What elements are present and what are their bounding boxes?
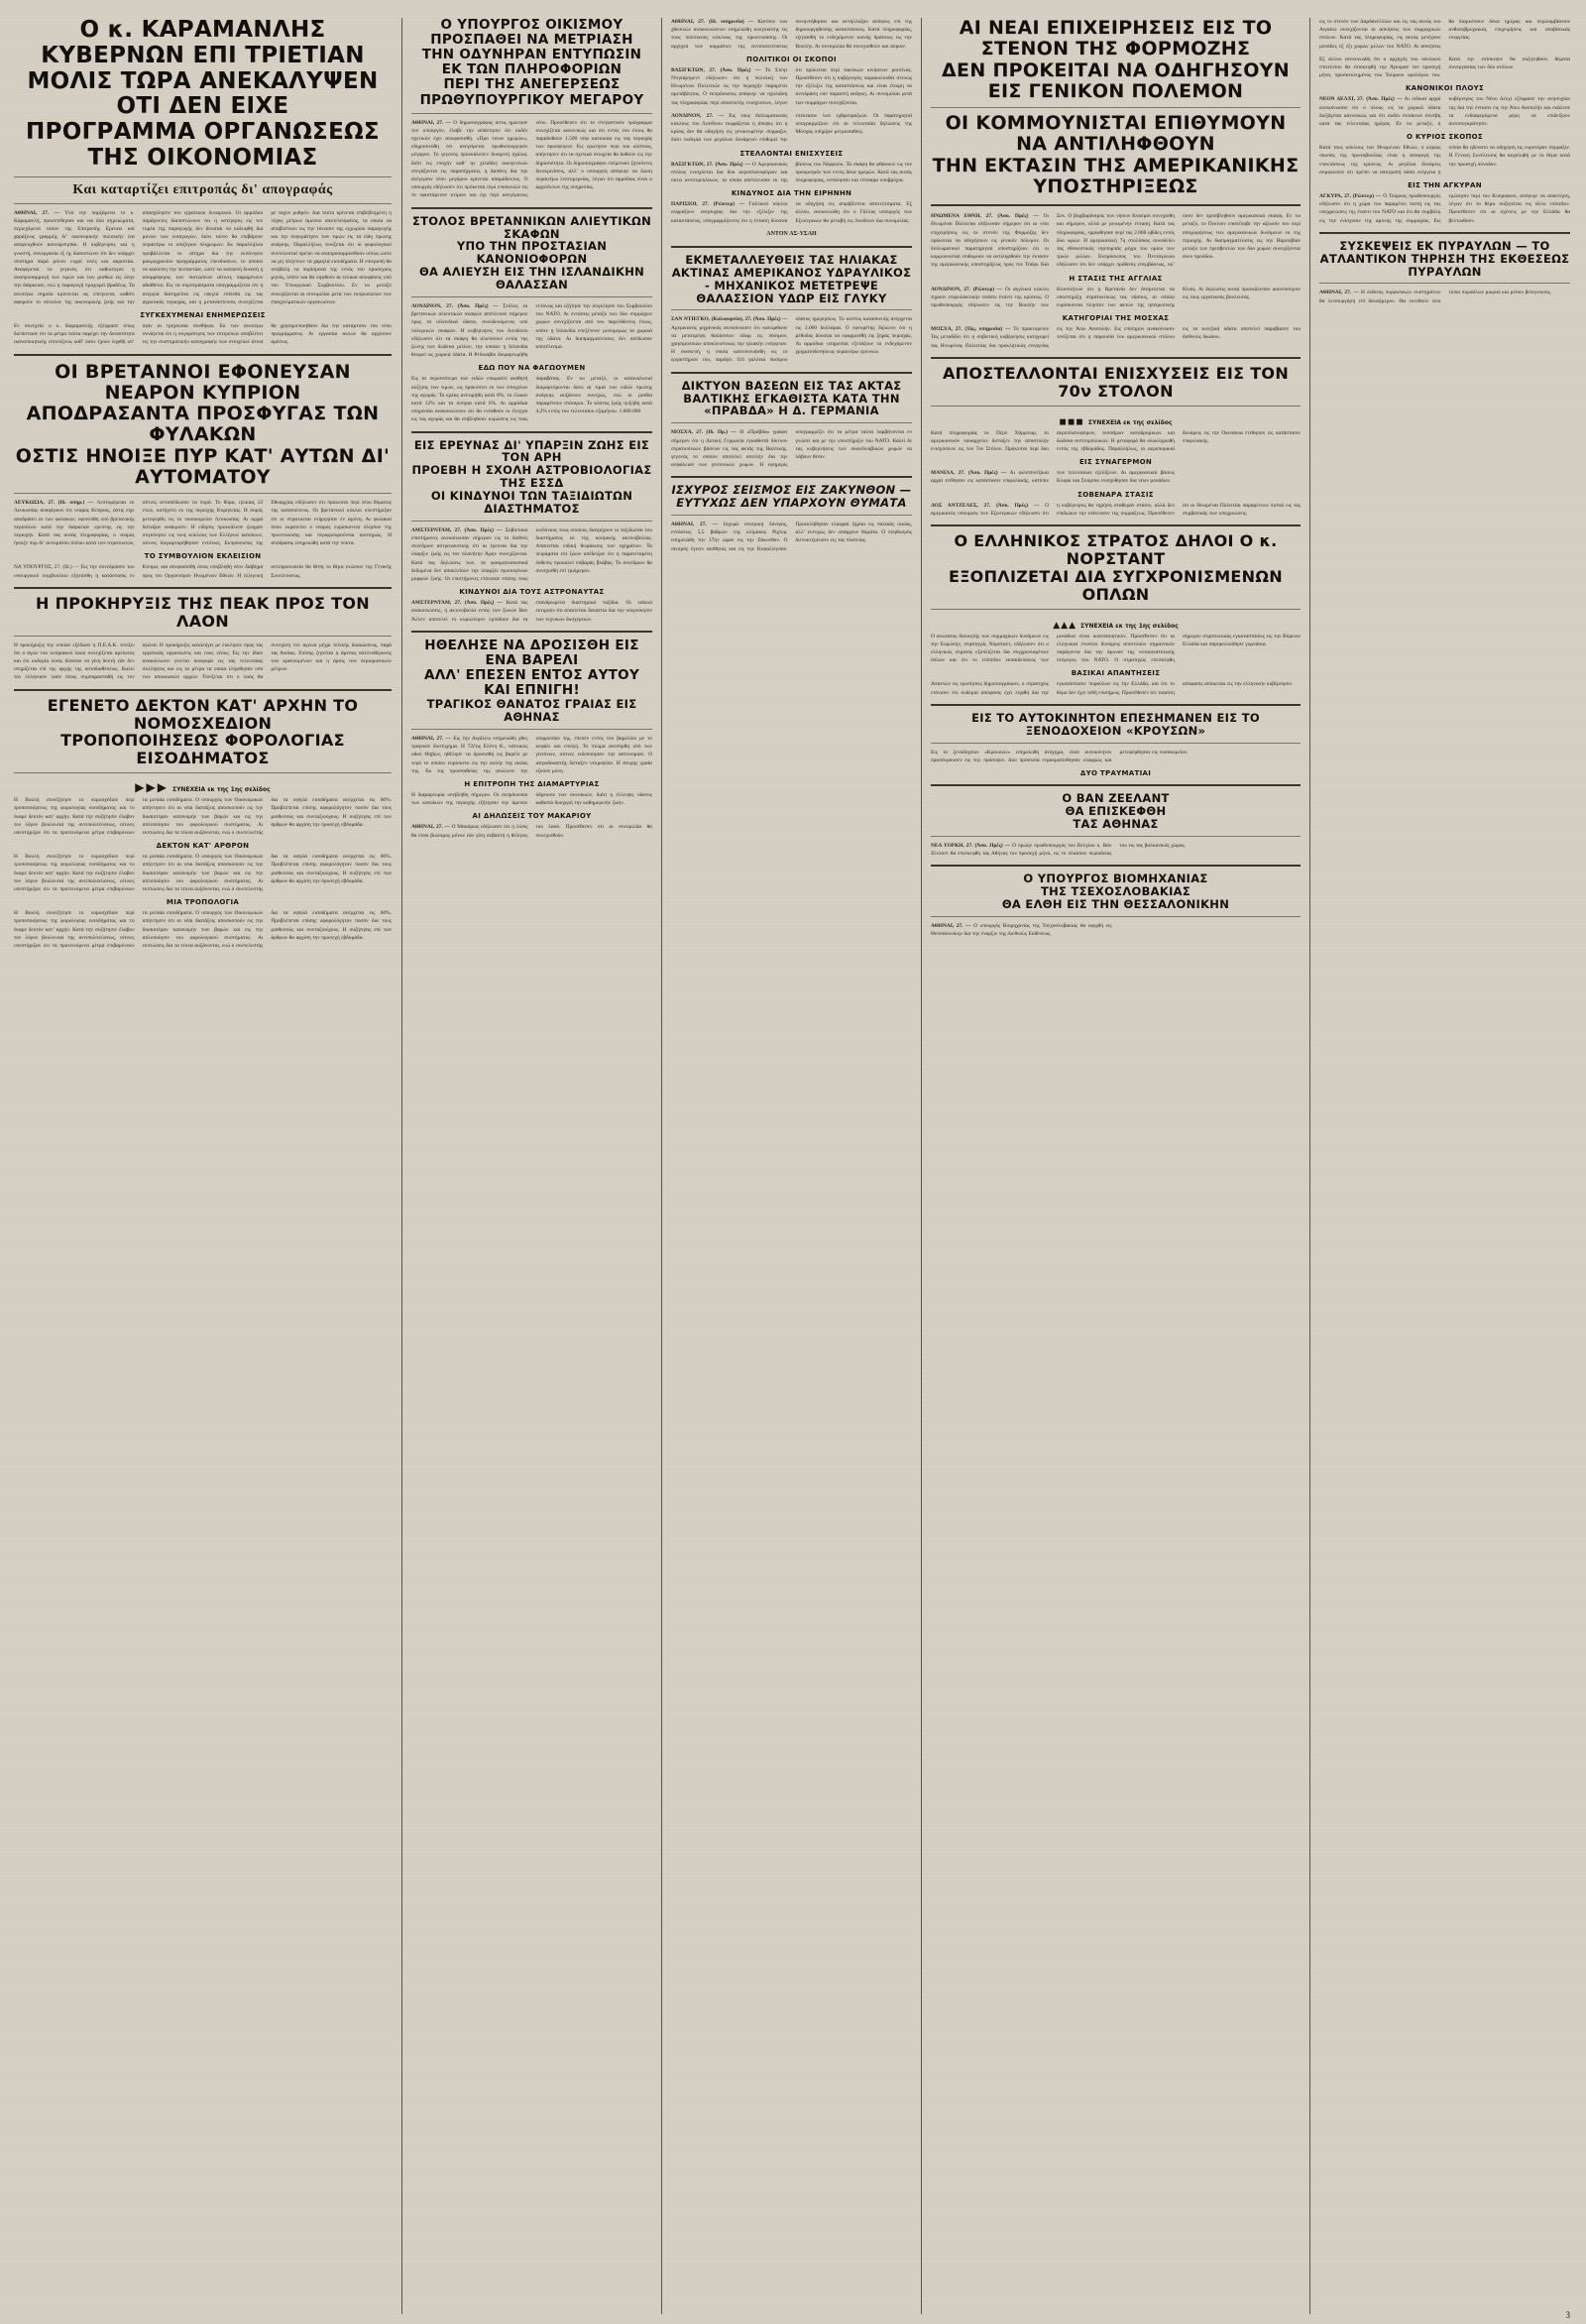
article-body-trawlers [411, 302, 652, 359]
article-body-ankara: ΑΓΚΥΡΑ, 27. (Ρώυτερ) — Ο Τούρκος πρωθυπουργός εδήλωσεν ότι η χώρα του παραμένει πιστή εις τας υποχρεώσεις της έναντι του ΝΑΤΟ και ότι θα συμβάλη εις την ενίσχυσιν της αμύνης της συμμαχίας. Εις ερώτησιν περί του Κυπριακού, απέφυγε να απαντήση, λέγων ότι το θέμα συζητείται εις άλλο επίπεδον. Προσέθεσεν ότι αι σχέσεις με την Ελλάδα θα βελτιωθούν. [1319, 193, 1570, 224]
article-body-formosa [931, 212, 1301, 269]
article-body-earthquake: ΑΘΗΝΑΙ, 27. — Ισχυρά σεισμική δόνησις, εντάσεως 5,5 βαθμών της κλίμακος Ρίχτερ, εσημειώθη την 17ην ώραν εις την Ζάκυνθον. Ο σεισμός έγινεν αισθητός και εις την Κεφαλληνίαν. Προεκλήθησαν ελαφραί ζημίαι εις παλαιάς οικίας, αλλ’ ευτυχώς δεν υπάρχουν θύματα. Ο πληθυσμός διενυκτέρευσεν εις τας πλατείας. [671, 522, 912, 552]
article-body-peak: Η προκήρυξις την οποίαν εξέδωσε η Π.Ε.Α.Κ. τονίζει ότι ο αγών του κυπριακού λαού συνεχίζεται αμείωτος και ότι ουδεμία λύσις δύναται να γίνη δεκτή εάν δεν στηρίζεται επί της αρχής της αυτοδιαθέσεως. Καλεί τον ελληνικόν λαόν όπως συμπαρασταθή εις τον αγώνα. Η προκήρυξις καταλήγει με έκκλησιν προς τας εργατικάς οργανώσεις και τους νέους. Εις την ίδιαν ανακοίνωσιν γίνεται αναφορά εις τας τελευταίας συλλήψεις και εις τα μέτρα τα οποία ελήφθησαν υπό των αποικιακών αρχών. Τονίζεται ότι ο λαός θα συνεχίση τον αγώνα μέχρι τελικής δικαιώσεως, παρά τας θυσίας. Επίσης ζητείται η άμεσος απελευθέρωσις των κρατουμένων και η άρσις των περιοριστικών μέτρων. [14, 641, 392, 681]
column-5 [1310, 18, 1570, 2314]
headline-formosa-strait: ΑΙ ΝΕΑΙ ΕΠΙΧΕΙΡΗΣΕΙΣ ΕΙΣ ΤΟ ΣΤΕΝΟΝ ΤΗΣ ΦΟΡΜΟΖΗΣ ΔΕΝ ΠΡΟΚΕΙΤΑΙ ΝΑ ΟΔΗΓΗΣΟΥΝ ΕΙΣ ΓΕΝΙΚΟΝ ΠΟΛΕΜΟΝ [942, 17, 1290, 102]
headline-missile-exhibition: ΣΥΣΚΕΨΕΙΣ ΕΚ ΠΥΡΑΥΛΩΝ — ΤΟ ΑΤΛΑΝΤΙΚΟΝ ΤΗΡΗΣΗ ΤΗΣ ΕΚΘΕΣΕΩΣ ΠΥΡΑΥΛΩΝ [1319, 238, 1570, 279]
article-body-karamanlis [14, 209, 392, 306]
article-body-drowning: ΑΘΗΝΑΙ, 27. — Εις την Αιγάλεω εσημειώθη χθες τραγικόν δυστύχημα. Η 72έτις Ελένη Κ., κάτοικος οδού Θηβών, ηθέλησε να δροσισθή εις βαρέλι με νερό το οποίον ευρίσκετο εις την αυλήν της οικίας της. Εκ της προσπαθείας της απώλεσε την ισορροπίαν της, έπεσεν εντός του βαρελίου με το κεφάλι και επνίγη. Το πτώμα ανεσύρθη υπό των γειτόνων, οίτινες ειδοποίησαν την αστυνομίαν. Ο ιατροδικαστής διέταξεν νεκροψίαν. Η άτυχης γραία εζούσε μόνη. [411, 736, 652, 774]
article-body-astronauts: ΑΜΣΤΕΡΝΤΑΜ, 27. (Άσο. Πρές) — Κατά τας ανακοινώσεις, η ακτινοβολία εντός των ζωνών Βαν Άλλεν αποτελεί το κυριώτερον εμπόδιον δια τα επανδρωμένα διαστημικά ταξίδια. Οι ειδικοί εκτιμούν ότι απαιτείται δεκαετία δια την υπερνίκησιν των τεχνικών δυσχερειών. [411, 600, 652, 623]
continuation-label: ΣΥΝΕΧΕΙΑ εκ της 1ης σελίδος [1080, 622, 1179, 630]
headline-norstad-greek-army: Ο ΕΛΛΗΝΙΚΟΣ ΣΤΡΑΤΟΣ ΔΗΛΟΙ Ο κ. ΝΟΡΣΤΑΝΤ ΕΞΟΠΛΙΖΕΤΑΙ ΔΙΑ ΣΥΓΧΡΟΝΙΣΜΕΝΩΝ ΟΠΛΩΝ [949, 531, 1283, 604]
subhead-where-to-eat: ΕΔΩ ΠΟΥ ΝΑ ΦΑΓΩΟΥΜΕΝ [478, 364, 586, 373]
subhead-main-purpose: Ο ΚΥΡΙΟΣ ΣΚΟΠΟΣ [1406, 133, 1484, 142]
article-text: Οι Ηνωμέναι Πολιτείαι εδήλωσαν σήμερον ότι αι νέαι επιχειρήσεις εις το στενόν της Φορμόζης δεν πρόκειται να οδηγήσουν εις γενικόν πόλεμον. Οι διπλωματικοί παρατηρηταί υποστηρίζουν ότι οι κομμουνισταί επιθυμούν να αντιληφθούν την έκτασιν της αμερικανικής υποστηρίξεως προς τον Τσάγκ Κάι Σεκ. Ο βομβαρδισμός των νήσων Κουεμόι συνεχίσθη και σήμερον, αλλά με μειωμένην ένταση. Κατά τας πληροφορίας, ερρίφθησαν περί τας 2.000 οβίδες εντός δύο ωρών. Η αμερικανική 7η στολίσκος συνοδεύει τας εθνικιστικάς νηοπομπάς μέχρι του ορίου των τριών μιλίων. Εκπρόσωπος του Πενταγώνου εδήλωσεν ότι δεν υπάρχει πρόθεσις επεμβάσεως, εφ’ όσον δεν προσβληθούν αμερικανικά σκάφη. Εν τω μεταξύ, το Πεκίνον επανέλαβε την αξίωσίν του περί αποχωρήσεως των αμερικανικών δυνάμεων εκ της περιοχής. Αι διαπραγματεύσεις εις την Βαρσοβίαν μεταξύ των πρεσβευτών των δύο χωρών συνεχίζονται άνευ προόδου. [931, 213, 1301, 269]
headline-mars-research: ΕΙΣ ΕΡΕΥΝΑΣ ΔΙ' ΥΠΑΡΞΙΝ ΖΩΗΣ ΕΙΣ ΤΟΝ ΑΡΗ ΠΡΟΕΒΗ Η ΣΧΟΛΗ ΑΣΤΡΟΒΙΟΛΟΓΙΑΣ ΤΗΣ ΕΣΣΔ ΟΙ ΚΙΝΔΥΝΟΙ ΤΩΝ ΤΑΞΙΔΙΩΤΩΝ ΔΙΑΣΤΗΜΑΤΟΣ [411, 437, 652, 516]
subhead-britain-stance: Η ΣΤΑΣΙΣ ΤΗΣ ΑΓΓΛΙΑΣ [1069, 274, 1163, 283]
subhead-in-ankara: ΕΙΣ ΤΗΝ ΑΓΚΥΡΑΝ [1408, 181, 1482, 190]
article-body-manila: ΜΑΝΙΛΑ, 27. (Άσο. Πρές) — Αι φιλιππινέζικαι αρχαί ετέθησαν εις κατάστασιν επιφυλακής, κατόπιν των τελευταίων εξελίξεων. Αι αμερικανικαί βάσεις Κλαρκ και Σούμπικ ενισχύθησαν δια νέων μονάδων. [931, 470, 1175, 485]
subhead-basic-answers: ΒΑΣΙΚΑΙ ΑΠΑΝΤΗΣΕΙΣ [1071, 669, 1161, 678]
headline-hotel-accident: ΕΙΣ ΤΟ ΑΥΤΟΚΙΝΗΤΟΝ ΕΠΕΣΗΜΑΝΕΝ ΕΙΣ ΤΟ ΞΕΝΟΔΟΧΕΙΟΝ «ΚΡΟΥΣΩΝ» [971, 710, 1260, 738]
article-body-karamanlis-2: Εν συνεχεία ο κ. Καραμανλής εξέφρασε όπως διεπίστωσε ότι τα μέτρα ταύτα παρέχει την δυνατότητα ικανοποιητικής επιτεύξεως καθ’ όσον έχουν ληφθή υπ’ όψιν αι τρέχουσαι συνθήκαι. Εκ των ανωτέρω συνάγεται ότι η συγκρότησις των επιτροπών αποβλέπει εις την συστηματικήν καταγραφήν των στοιχείων άτινα θα χρησιμοποιηθούν δια την κατάρτισιν του νέου προγράμματος. Αι εργασίαι αυτών θα αρχίσουν αμέσως. [14, 322, 392, 346]
subhead-by-article: ΔΕΚΤΟΝ ΚΑΤ' ΑΡΘΡΟΝ [156, 842, 250, 851]
article-body-norstad: Ο ανώτατος διοικητής των συμμαχικών δυνάμεων εις την Ευρώπην, στρατηγός Νόρσταντ, εδήλωσεν ότι ο ελληνικός στρατός εξοπλίζεται δια συγχρονισμένων όπλων και ότι το επίπεδον εκπαιδεύσεως των μονάδων είναι ικανοποιητικόν. Προσέθεσεν ότι αι ελληνικαί ένοπλοι δυνάμεις αποτελούν σημαντικόν παράγοντα δια την άμυναν της νοτιοανατολικής πτέρυγος του ΝΑΤΟ. Ο στρατηγός επεσκέφθη σήμερον στρατιωτικάς εγκαταστάσεις εις την Βόρειον Ελλάδα και παρηκολούθησε γυμνάσια. [931, 633, 1301, 664]
article-body-ankara-visit: Εξ άλλου ανεκοινώθη ότι ο αρχηγός του ναυτικού επιτελείου θα επισκεφθή την Άγκυραν τον προσεχή μήνα, προσκεκλημένος του Τούρκου ομολόγου του. Κατά την επίσκεψιν θα συζητηθούν θέματα συνεργασίας των δύο στόλων. [1319, 56, 1570, 79]
subhead-political-aims: ΠΟΛΙΤΙΚΟΙ ΟΙ ΣΚΟΠΟΙ [746, 55, 837, 63]
article-body-tax-2: Η Βουλή συνεζήτησε το νομοσχέδιον περί τροποποιήσεως της φορολογίας εισοδήματος και το έκαμε δεκτόν κατ’ αρχήν. Κατά την συζήτησιν έλαβον τον λόγον βουλευταί της αντιπολιτεύσεως, οίτινες υπεστήριξαν ότι τα προτεινόμενα μέτρα επιβαρύνουν τα μεσαία εισοδήματα. Ο υπουργός των Οικονομικών απήντησεν ότι αι νέαι διατάξεις αποσκοπούν εις την δικαιοτέραν κατανομήν των βαρών και εις την απλοποίησιν του φορολογικού συστήματος. Αι εκπτώσεις δια τα τέκνα αυξάνονται, ενώ ο συντελεστής δια τα υψηλά εισοδήματα ανέρχεται εις 60%. Προβλέπεται επίσης αφορολόγητον ποσόν δια τους μισθωτούς και συνταξιούχους. Η συζήτησις επί των άρθρων θα αρχίση την προσεχή εβδομάδα. [14, 854, 392, 893]
subhead-makarios-statements: ΑΙ ΔΗΛΩΣΕΙΣ ΤΟΥ ΜΑΚΑΡΙΟΥ [472, 812, 592, 821]
headline-van-zeeland: Ο ΒΑΝ ΖΕΕΛΑΝΤ ΘΑ ΕΠΙΣΚΕΦΘΗ ΤΑΣ ΑΘΗΝΑΣ [1062, 791, 1170, 831]
page-columns [14, 18, 1572, 2314]
subhead-committees: Και καταρτίζει επιτροπάς δι' απογραφάς [72, 181, 333, 197]
subhead-astronaut-dangers: ΚΙΝΔΥΝΟΙ ΔΙΑ ΤΟΥΣ ΑΣΤΡΟΝΑΥΤΑΣ [459, 588, 605, 597]
subhead-alert: ΕΙΣ ΣΥΝΑΓΕΡΜΟΝ [1078, 458, 1153, 467]
article-body-cyprus-2: ΝΑ ΥΠΟΥΡΓΟΣ, 27. (Ιδ.) — Εις την συνεδρίασιν του υπουργικού συμβουλίου εξητάσθη η κατάστασις εν Κύπρω, και απεφασίσθη όπως υποβληθή νέον διάβημα προς τον Οργανισμόν Ηνωμένων Εθνών. Η ελληνική αντιπροσωπεία θα θέση το θέμα ενώπιον της Γενικής Συνελεύσεως. [14, 564, 392, 579]
headline-zakynthos-earthquake: ΙΣΧΥΡΟΣ ΣΕΙΣΜΟΣ ΕΙΣ ΖΑΚΥΝΘΟΝ — ΕΥΤΥΧΩΣ ΔΕΝ ΥΠΑΡΧΟΥΝ ΘΥΜΑΤΑ [671, 483, 912, 511]
article-body-hotel: Εις το ξενοδοχείον «Κρουσών» εσημειώθη ατύχημα, όταν αυτοκίνητον προσέκρουσεν εις την πρόσοψιν. Δύο πρόσωπα ετραυματίσθησαν ελαφρώς και μετεφέρθησαν εις νοσοκομείον. [931, 749, 1189, 763]
triangle-icon: ▲▲▲ [1053, 620, 1077, 631]
article-body-los-angeles: ΛΟΣ ΑΝΤΖΕΛΕΣ, 27. (Άσο. Πρές) — Ο αμερικανός υπουργός των Εξωτερικών εδήλωσεν ότι η κυβέρνησις θα τηρήση σταθεράν στάσιν, αλλά δεν επιδιώκει την επέκτασιν της συρράξεως. Προσέθεσεν ότι αι Ηνωμέναι Πολιτείαι παραμένουν πισταί εις τας συμβατικάς των υποχρεώσεις. [931, 502, 1301, 517]
article-body-baltic: ΜΟΣΧΑ, 27. (Ιδ. Πρ.) — Η «Πράβδα» γράφει σήμερον ότι η Δυτική Γερμανία εγκαθιστά δίκτυον στρατιωτικών βάσεων εις τας ακτάς της Βαλτικής, γεγονός το οποίον αποτελεί απειλήν δια την ασφάλειαν των γειτονικών χωρών. Η εφημερίς υπογραμμίζει ότι τα μέτρα ταύτα λαμβάνονται εν γνώσει και με την υποστήριξιν του ΝΑΤΟ. Καλεί δε τας κυβερνήσεις των σκανδιναβικών χωρών να λάβουν θέσιν. [671, 429, 912, 469]
article-body-makarios: ΑΘΗΝΑΙ, 27. — Ο Μακάριος εδήλωσεν ότι η λύσις θα είναι βιώσιμος μόνον εάν γίνη σεβαστή η θέλησις του λαού. Προσέθεσεν ότι αι συνομιλίαι θα συνεχισθούν. [411, 824, 652, 839]
subhead-normal-navigation: ΚΑΝΟΝΙΚΟΙ ΠΛΟΥΣ [1405, 84, 1485, 93]
article-body-prices: Εις τα περισσότερα των ειδών επικρατεί αισθητή αύξησις των τιμών, ως προκύπτει εκ των στοιχείων της αγοράς. Το κρέας ανετιμήθη κατά 8%, το έλαιον κατά 12% και τα όσπρια κατά 6%. Αι αρμόδιαι υπηρεσίαι ανακοινώνουν ότι θα ενταθούν οι έλεγχοι εις τας αγοράς και θα επιβληθούν κυρώσεις εις τους παραβάτας. Εν τω μεταξύ, οι καταναλωταί διαμαρτύρονται διότι αι τιμαί των ειδών πρώτης ανάγκης αυξάνουν συνεχώς, ενώ οι μισθοί παραμένουν στάσιμοι. Το κόστος ζωής ηυξήθη κατά 4,2% εντός του τελευταίου εξαμήνου. 1.600.000 [411, 376, 652, 423]
continuation-marker-fleet [931, 411, 1301, 429]
article-body-protest: Η διαμαρτυρία υπεβλήθη σήμερον. Οι εκπρόσωποι των κατοίκων της περιοχής εζήτησαν την άμεσον ύδρευσιν των συνοικιών, διότι η έλλειψις ύδατος καθιστά δυσχερή την καθημερινήν ζωήν. [411, 792, 652, 807]
article-text: Σοβιετικοί επιστήμονες ανεκοίνωσαν σήμερον εις το διεθνές συνέδριον αστροναυτικής ότι αι έρευναι δια την ύπαρξιν ζωής εις τον πλανήτην Άρην συνεχίζονται. Κατά τας δηλώσεις των, τα φασματοσκοπικά δεδομένα δεν αποκλείουν την ύπαρξιν πρωτογόνων μορφών ζωής. Οι επιστήμονες ετόνισαν επίσης τους κινδύνους τους οποίους διατρέχουν οι ταξιδιώται του διαστήματος εκ της κοσμικής ακτινοβολίας. Απαιτείται ειδική θωράκισις των οχημάτων. Τα πειράματα επί ζώων απέδειξαν ότι η παρατεταμένη έκθεσις προκαλεί σοβαράς βλάβας. Το συνέδριον θα συνεχισθή επί τριήμερον. [411, 526, 652, 583]
subhead-peace-danger: ΚΙΝΔΥΝΟΣ ΔΙΑ ΤΗΝ ΕΙΡΗΝΗΝ [731, 189, 852, 198]
article-body-czech: ΑΘΗΝΑΙ, 27. — Ο υπουργός Βιομηχανίας της Τσεχοσλοβακίας θα αφιχθή εις Θεσσαλονίκην δια την έναρξιν της Διεθνούς Εκθέσεως. [931, 922, 1112, 937]
headline-communists-support: ΟΙ ΚΟΜΜΟΥΝΙΣΤΑΙ ΕΠΙΘΥΜΟΥΝ ΝΑ ΑΝΤΙΛΗΦΘΟΥΝ ΤΗΝ ΕΚΤΑΣΙΝ ΤΗΣ ΑΜΕΡΙΚΑΝΙΚΗΣ ΥΠΟΣΤΗΡΙΞΕΩΣ [932, 112, 1300, 197]
dateline-un: ΗΝΩΜΕΝΑ ΕΘΝΗ, 27. (Άσο. Πρές) — [931, 213, 1039, 220]
article-body-fleet: ΒΑΣΙΓΚΤΩΝ, 27. (Άσο. Πρές) — Ο Αμερικανικός στόλος ενισχύεται δια δύο αεροπλανοφόρων και οκτώ αντιτορπιλικών, τα οποία απέπλευσαν εκ της βάσεως του Νόρφολκ. Τα σκάφη θα φθάσουν εις τον προορισμόν των εντός δέκα ημερών. Κατά τας αυτάς πληροφορίας, εστάλησαν και τέσσαρα υποβρύχια. [671, 161, 912, 184]
subhead-protest-committee: Η ΕΠΙΤΡΟΠΗ ΤΗΣ ΔΙΑΜΑΡΤΥΡΙΑΣ [464, 780, 600, 789]
headline-solar-desalination: ΕΚΜΕΤΑΛΛΕΥΘΕΙΣ ΤΑΣ ΗΛΙΑΚΑΣ ΑΚΤΙΝΑΣ ΑΜΕΡΙΚΑΝΟΣ ΥΔΡΑΥΛΙΚΟΣ - ΜΗΧΑΝΙΚΟΣ ΜΕΤΕΤΡΕΨΕ ΘΑΛΑΣΣΙΟΝ ΥΔΩΡ ΕΙΣ ΓΛΥΚΥ [671, 252, 912, 305]
subhead-two-injured: ΔΥΟ ΤΡΑΥΜΑΤΙΑΙ [1079, 769, 1152, 777]
article-body-van-zeeland: ΝΕΑ ΥΟΡΚΗ, 27. (Άσο. Πρές) — Ο πρώην πρωθυπουργός του Βελγίου κ. Βαν Ζέελαντ θα επισκεφθή τας Αθήνας τον προσεχή μήνα, εις το πλαίσιον περιοδείας του εις τας βαλκανικάς χώρας. [931, 842, 1187, 857]
column-2 [402, 18, 662, 2314]
subhead-confused-briefings: ΣΥΓΚΕΧΥΜΕΝΑΙ ΕΝΗΜΕΡΩΣΕΙΣ [140, 310, 266, 319]
headline-barrel-drowning: ΗΘΕΛΗΣΕ ΝΑ ΔΡΟΣΙΣΘΗ ΕΙΣ ΕΝΑ ΒΑΡΕΛΙ ΑΛΛ' ΕΠΕΣΕΝ ΕΝΤΟΣ ΑΥΤΟΥ ΚΑΙ ΕΠΝΙΓΗ! [423, 637, 640, 699]
dateline-athens: ΑΘΗΝΑΙ, 27. — [411, 119, 451, 126]
article-body-moscow: ΜΟΣΧΑ, 27. (Τάς, υπηρεσία) — Το πρακτορείον Τας μεταδίδει ότι η σοβιετική κυβέρνησις κατηγορεί τας Ηνωμένας Πολιτείας δια προκλητικάς ενεργείας εις την Άπω Ανατολήν. Εις επίσημον ανακοίνωσιν τονίζεται ότι η παρουσία του αμερικανικού στόλου εις τα κινεζικά ύδατα αποτελεί παραβίασιν του διεθνούς δικαίου. [931, 326, 1301, 349]
article-body-dardanelles: εις το στενόν των Δαρδανελλίων και εις τας ακτάς του Αιγαίου συνεχίζονται αι ασκήσεις των συμμαχικών στόλων. Κατά τας πληροφορίας, εις αυτάς μετέχουν μονάδες εξ έξι χωρών μελών του ΝΑΤΟ. Αι ασκήσεις θα διαρκέσουν δέκα ημέρας και περιλαμβάνουν ανθυποβρυχιακάς επιχειρήσεις και αποβατικάς ενεργείας. [1319, 19, 1570, 50]
article-text: Λεπτομέρειαι εκ Λευκωσίας αναφέρουν ότι νεαρός Κύπριος, όστις είχε αποδράσει εκ των φυλακών, εφονεύθη υπό βρετανικής περιπόλου κατά την διάρκειαν ερεύνης εις την περιοχήν. Κατά τας αυτάς πληροφορίας, ο νεαρός ήνοιξε πυρ δι’ αυτομάτου όπλου κατά των στρατιωτών, οίτινες ανταπέδωσαν τα πυρά. Το θύμα, ηλικίας 22 ετών, κατήγετο εκ της περιοχής Κυρηνείας. Η σορός μετεφέρθη εις το νοσοκομείον Λευκωσίας. Αι αρχαί διέταξαν ανάκρισιν. Η είδησις προεκάλεσε ζωηράν συγκίνησιν εις τους κύκλους των Ελλήνων κατοίκων, οίτινες διεμαρτυρήθησαν εντόνως. Εκπρόσωπος της Εθναρχίας εδήλωσεν ότι πρόκειται περί νέου θύματος της καταπιέσεως. Οι βρετανικοί κύκλοι υπεστήριξαν ότι οι στρατιώται ενήργησαν εν αμύνη. Αι φυλακαί όπου εκρατείτο ο νεαρός ευρίσκονται πλησίον της πρωτευούσης και περιφρουρούνται αυστηρώς. Η απόδρασις εσημειώθη κατά την νύκτα. [14, 500, 392, 547]
dateline: ΑΘΗΝΑΙ, 27. — [14, 209, 59, 216]
article-body-washington: ΒΑΣΙΓΚΤΩΝ, 27. (Άσο. Πρές) — Το Στέητ Ντηπάρτμεντ εδήλωσεν ότι η πολιτική των Ηνωμένων Πολιτειών εις την περιοχήν παραμένει αμετάβλητος. Ο εκπρόσωπος απέφυγε να σχολιάση τας πληροφορίας περί αποστολής ενισχύσεων, λέγων ότι πρόκειται περί τακτικών κινήσεων ρουτίνας. Προσέθεσεν ότι η κυβέρνησις παρακολουθεί στενώς την εξέλιξιν της καταστάσεως και είναι έτοιμη να αντιδράση εάν παραστή ανάγκη. Αι συνομιλίαι μετά των συμμάχων συνεχίζονται. [671, 66, 912, 106]
article-body-paris: ΠΑΡΙΣΙΟΙ, 27. (Ρώυτερ) — Γαλλικοί κύκλοι εκφράζουν ανησυχίας δια την εξέλιξιν της καταστάσεως, υπογραμμίζοντες ότι η ένταση δύναται να οδηγήση εις απρόβλεπτα αποτελέσματα. Εξ άλλου, ανεκοινώθη ότι ο Γάλλος υπουργός των Εξωτερικών θα μεταβή εις Λονδίνον δια συνομιλίας. [671, 201, 912, 224]
subhead-reinforcements: ΣΤΕΛΛΟΝΤΑΙ ΕΝΙΣΧΥΣΕΙΣ [739, 149, 844, 158]
article-text: Στόλος εκ βρετανικών αλιευτικών σκαφών απέπλευσε σήμερον προς τα ισλανδικά ύδατα, συνοδευόμενος υπό πολεμικών σκαφών. Η κυβέρνησις του Λονδίνου εδήλωσεν ότι τα σκάφη θα αλιεύσουν εντός της ζώνης των δώδεκα μιλίων, την οποίαν η Ισλανδία θεωρεί ως χωρικά ύδατα. Η Ρεϋκιαβίκ διεμαρτυρήθη εντόνως και εζήτησε την σύγκλησιν του Συμβουλίου του ΝΑΤΟ. Αι εντάσεις μεταξύ των δύο συμμάχων χωρών συνεχίζονται από του παρελθόντος έτους, οπότε η Ισλανδία επεξέτεινε μονομερώς τα χωρικά της ύδατα. Αι διαπραγματεύσεις δεν απέδωσαν αποτέλεσμα. [411, 302, 652, 359]
article-body-london: ΛΟΝΔΙΝΟΝ, 27. — Εις τους διπλωματικούς κύκλους του Λονδίνου εκφράζεται η άποψις ότι η κρίσις δεν θα οδηγήση εις γενικευμένην σύρραξιν, διότι ουδεμία των μεγάλων δυνάμεων επιθυμεί την επέκτασιν των εχθροπραξιών. Οι παρατηρηταί υπογραμμίζουν ότι αι τελευταίαι δηλώσεις της Μόσχας υπήρξαν μετριοπαθείς. [671, 112, 912, 144]
article-body-housing [411, 119, 652, 200]
continuation-label: ΣΥΝΕΧΕΙΑ εκ της σελίδος [1087, 418, 1173, 426]
column-4 [922, 18, 1310, 2314]
headline-7th-fleet: ΑΠΟΣΤΕΛΛΟΝΤΑΙ ΕΝΙΣΧΥΣΕΙΣ ΕΙΣ ΤΟΝ 70ν ΣΤΟΛΟΝ [942, 363, 1290, 401]
byline: ΑΝΤΟΝ ΑΣ-ΥΣΑΗ [766, 230, 817, 237]
headline-barrel-drowning-sub: ΤΡΑΓΙΚΟΣ ΘΑΝΑΤΟΣ ΓΡΑΙΑΣ ΕΙΣ ΑΘΗΝΑΣ [426, 697, 637, 725]
column-1 [14, 18, 402, 2314]
headline-baltic-bases: ΔΙΚΤΥΟΝ ΒΑΣΕΩΝ ΕΙΣ ΤΑΣ ΑΚΤΑΣ ΒΑΛΤΙΚΗΣ ΕΓΚΑΘΙΣΤΑ ΚΑΤΑ ΤΗΝ «ΠΡΑΒΔΑ» Η Δ. ΓΕΡΜΑΝΙΑ [681, 378, 902, 418]
subhead-council: ΤΟ ΣΥΜΒΟΥΛΙΟΝ ΕΚΛΕΙΣΙΟΝ [144, 552, 262, 561]
article-body-britain: ΛΟΝΔΙΝΟΝ, 27. (Ρώυτερ) — Οι αγγλικοί κύκλοι τηρούν επιφυλακτικήν στάσιν έναντι της κρίσεως. Ο πρωθυπουργός εδήλωσεν εις την Βουλήν των Κοινοτήτων ότι η Βρετανία δεν δεσμεύεται να υποστηρίξη στρατιωτικώς τας νήσους, αι οποίαι ευρίσκονται πλησίον των ακτών της ηπειρωτικής Κίνας. Αι δηλώσεις αυταί προεκάλεσαν ικανοποίησιν εις τους εργατικούς βουλευτάς. [931, 286, 1301, 308]
headline-tax-bill: ΕΓΕΝΕΤΟ ΔΕΚΤΟΝ ΚΑΤ' ΑΡΧΗΝ ΤΟ ΝΟΜΟΣΧΕΔΙΟΝ ΤΡΟΠΟΠΟΙΗΣΕΩΣ ΦΟΡΟΛΟΓΙΑΣ ΕΙΣΟΔΗΜΑΤΟΣ [47, 695, 359, 768]
headline-british-trawlers: ΣΤΟΛΟΣ ΒΡΕΤΑΝΝΙΚΩΝ ΑΛΙΕΥΤΙΚΩΝ ΣΚΑΦΩΝ ΥΠΟ ΤΗΝ ΠΡΟΣΤΑΣΙΑΝ ΚΑΝΟΝΙΟΦΟΡΩΝ ΘΑ ΑΛΙΕΥΣΗ ΕΙΣ ΤΗΝ ΙΣΛΑΝΔΙΚΗΝ ΘΑΛΑΣΣΑΝ [411, 213, 652, 292]
article-text: Υπό την παρξάμενα το κ. Καραμανλή, προσετέθησαν και ναι δύο σημειώματα, περιεχόμενα τόσον της Επιτροπής Ερευνα καί χαράξεως γραμμής δι’ οικονομικήν πολιτικήν ίνα αποφευχθούν ασυναρτησίαι. Η κυβέρνησις καί η γνωστή, συνεργασία εξ ής διαπιστώνει ότι δεν υπάρχει σύστημα παρά μόνον ευχαί τινές και αοριστίαι. Αναφέρεται το γεγονός ότι καθυστερεί η αναπροσαρμογή των τιμών και των μισθών εις όλην την διάρκειαν, ενώ η παραγωγή προχωρεί βραδέως. Τα ανωτέρω σημεία κρίνονται ως επείγοντα, καθότι αφορούν το σύνολον της οικονομικής ζωής και την απασχόλησιν του εργατικού δυναμικού. Οι αρμόδιοι παράγοντες διαπιστώνουν ότι η υστέρησις εις τον τομέα της παραγωγής δεν δύναται να καλυφθή δια μόνων των εισαγωγών, διότι τούτο θα επιβάρυνε περαιτέρω το ισοζύγιον πληρωμών. Εκ παραλλήλου προβάλλεται το αίτημα δια την εκπόνησιν μακροχρονίου προγράμματος επενδύσεων, το οποίον να καλύπτη την πενταετίαν, ώστε να καταστή δυνατή η απορρόφησις των πιστώσεων αίτινες παραμένουν αδιάθετοι. Εις τα συμπεράσματα υπογραμμίζεται ότι η ανεργία διατηρείται εις υψηλά επίπεδα εις τας αγροτικάς περιοχάς, και η μετανάστευσις συνεχίζεται με ταχύν ρυθμόν. Δια τούτο κρίνεται επιβεβλημένη η λήψις μέτρων άμεσου αποτελέσματος, τα οποία να αποβλέπουν εις την τόνωσιν της εγχωρίου παραγωγής και την συγκράτησιν των τιμών εις τα είδη πρώτης ανάγκης. Παραλλήλως τονίζεται ότι οι φορολογικοί συντελεσταί πρέπει να αναπροσαρμοσθούν ούτως ώστε να μη πλήττουν τα χαμηλά εισοδήματα. Η επιτροπή θα υποβάλη τα πορίσματά της εντός του προσεχούς μηνός, οπότε και θα ληφθούν αι τελικαί αποφάσεις υπό του Υπουργικού Συμβουλίου. Εν τω μεταξύ συνεχίζονται αι συνομιλίαι μετά των εκπροσώπων των επαγγελματικών οργανώσεων. [14, 209, 392, 305]
headline-housing-minister: Ο ΥΠΟΥΡΓΟΣ ΟΙΚΙΣΜΟΥ ΠΡΟΣΠΑΘΕΙ ΝΑ ΜΕΤΡΙΑΣΗ ΤΗΝ ΟΔΥΝΗΡΑΝ ΕΝΤΥΠΩΣΙΝ ΕΚ ΤΩΝ ΠΛΗΡΟΦΟΡΙΩΝ ΠΕΡΙ ΤΗΣ ΑΝΕΓΕΡΣΕΩΣ ΠΡΩΘΥΠΟΥΡΓΙΚΟΥ ΜΕΓΑΡΟΥ [419, 17, 644, 108]
article-body-missiles: ΑΘΗΝΑΙ, 27. — Η έκθεσις πυραυλικών συστημάτων θα λειτουργήση επί δεκαήμερον. Θα εκτεθούν νέοι τύποι πυραύλων μικρού και μέσου βεληνεκούς. [1319, 290, 1552, 304]
dateline-nicosia: ΛΕΥΚΩΣΙΑ, 27. (Ιδ. υπηρ.) — [14, 500, 94, 507]
headline-czech-minister: Ο ΥΠΟΥΡΓΟΣ ΒΙΟΜΗΧΑΝΙΑΣ ΤΗΣ ΤΣΕΧΟΣΛΟΒΑΚΙΑΣ ΘΑ ΕΛΘΗ ΕΙΣ ΤΗΝ ΘΕΣΣΑΛΟΝΙΚΗΝ [1001, 872, 1230, 911]
subhead-moscow-accusations: ΚΑΤΗΓΟΡΙΑΙ ΤΗΣ ΜΟΣΧΑΣ [1062, 314, 1170, 323]
article-body-cyprus [14, 499, 392, 547]
dateline-london: ΛΟΝΔΙΝΟΝ, 27. (Άσο. Πρές) — [411, 302, 499, 309]
subhead-firm-stance: ΣΟΒΕΝΑΡΑ ΣΤΑΣΙΣ [1077, 490, 1154, 499]
continuation-marker [14, 778, 392, 796]
article-body-answers: Απαντών εις ερωτήσεις δημοσιογράφων, ο στρατηγός ετόνισεν ότι ουδεμία απόφασις έχει ληφθή δια την εγκατάστασιν πυραύλων εις την Ελλάδα, και ότι το θέμα δεν έχει τεθή επισήμως. Προσέθεσεν ότι τοιαύτη απόφασις απόκειται εις την ελληνικήν κυβέρνησιν. [931, 681, 1294, 696]
article-body-mars [411, 526, 652, 583]
article-body-7th-fleet: Κατά πληροφορίας εκ Πέρλ Χάρμπωρ, το αμερικανικόν ναυαρχείον διέταξεν την αποστολήν ενισχύσεων εις τον 7ον Στόλον. Πρόκειται περί δύο αεροπλανοφόρων, τεσσάρων καταδρομικών και δώδεκα αντιτορπιλικών. Η μεταφορά θα ολοκληρωθή εντός της εβδομάδος. Παραλλήλως, αι αεροπορικαί δυνάμεις εις την Οκινάουα ετέθησαν εις κατάστασιν επιφυλακής. [931, 429, 1301, 452]
article-body-tax-3: Η Βουλή συνεζήτησε το νομοσχέδιον περί τροποποιήσεως της φορολογίας εισοδήματος και το έκαμε δεκτόν κατ’ αρχήν. Κατά την συζήτησιν έλαβον τον λόγον βουλευταί της αντιπολιτεύσεως, οίτινες υπεστήριξαν ότι τα προτεινόμενα μέτρα επιβαρύνουν τα μεσαία εισοδήματα. Ο υπουργός των Οικονομικών απήντησεν ότι αι νέαι διατάξεις αποσκοπούν εις την δικαιοτέραν κατανομήν των βαρών και εις την απλοποίησιν του φορολογικού συστήματος. Αι εκπτώσεις δια τα τέκνα αυξάνονται, ενώ ο συντελεστής δια τα υψηλά εισοδήματα ανέρχεται εις 60%. Προβλέπεται επίσης αφορολόγητον ποσόν δια τους μισθωτούς και συνταξιούχους. Η συζήτησις επί των άρθρων θα αρχίση την προσεχή εβδομάδα. [14, 910, 392, 950]
ornament-icon: ◼◼◼ [1059, 416, 1084, 427]
article-text: Ο δημοσιογράφος όστις ηρώτησε τον υπουργόν, έλαβε την απάντησιν ότι ουδέν σχετικόν έχει αποφασισθή. «Προ τινων ημερών», εδημοσιεύθη ότι ανεγείρεται πρωθυπουργικόν μέγαρον. Το γεγονός προεκάλεσεν δυσμενή σχόλια, διότι εις εποχήν καθ’ ην χιλιάδες οικογενειών στεγάζονται εις παραπήγματα, η δαπάνη δια την ανέγερσιν νέου μεγάρου κρίνεται απαράδεκτος. Ο υπουργός εδήλωσεν ότι πρόκειται περί επισκευών εις το υφιστάμενον κτίριον και όχι περί ανεγέρσεως νέου. Προσέθεσεν ότι το στεγαστικόν πρόγραμμα συνεχίζεται κανονικώς και ότι εντός του έτους θα παραδοθούν 1.500 νέαι κατοικίαι εις τας περιοχάς των προσφύγων. Εις ερώτησιν περί του κόστους, απήντησεν ότι τα σχετικά στοιχεία θα δοθούν εις την δημοσιότητα. Οι δημοσιογράφοι επέμειναν ζητούντες διευκρινίσεις, αλλ’ ο υπουργός απέφυγε να δώση περαιτέρω λεπτομερείας, λέγων ότι αρμόδιος είναι ο αρχιτέκτων της υπηρεσίας. [411, 119, 652, 199]
dateline-amsterdam: ΑΜΣΤΕΡΝΤΑΜ, 27. (Άσο. Πρές) — [411, 526, 503, 533]
arrow-icon: ▶▶▶ [135, 780, 169, 795]
continuation-label: ΣΥΝΕΧΕΙΑ εκ της 1ης σελίδος [171, 786, 271, 794]
headline-peak-proclamation: Η ΠΡΟΚΗΡΥΞΙΣ ΤΗΣ ΠΕΑΚ ΠΡΟΣ ΤΟΝ ΛΑΟΝ [36, 593, 370, 631]
headline-karamanlis: Ο κ. ΚΑΡΑΜΑΝΛΗΣ ΚΥΒΕΡΝΩΝ ΕΠΙ ΤΡΙΕΤΙΑΝ ΜΟΛΙΣ ΤΩΡΑ ΑΝΕΚΑΛΥΨΕΝ ΟΤΙ ΔΕΝ ΕΙΧΕ ΠΡΟΓΡΑΜΜΑ ΟΡΓΑΝΩΣΕΩΣ ΤΗΣ ΟΙΚΟΝΟΜΙΑΣ [26, 17, 380, 171]
page-number: 3 [1565, 2310, 1570, 2320]
column-3 [662, 18, 922, 2314]
headline-cyprus-killing: ΟΙ ΒΡΕΤΑΝΝΟΙ ΕΦΟΝΕΥΣΑΝ ΝΕΑΡΟΝ ΚΥΠΡΙΟΝ ΑΠΟΔΡΑΣΑΝΤΑ ΠΡΟΣΦΥΓΑΣ ΤΩΝ ΦΥΛΑΚΩΝ ΟΣΤΙΣ ΗΝΟΙΞΕ ΠΥΡ ΚΑΤ' ΑΥΤΩΝ ΔΙ' ΑΥΤΟΜΑΤΟΥ [15, 360, 391, 488]
article-body-political: ΑΘΗΝΑΙ, 27. (Ιδ. υπηρεσία) — Κατόπιν των χθεσινών ανακοινώσεων εσημειώθη κινητικότης εις τους πολιτικούς κύκλους της πρωτευούσης. Οι αρχηγοί των κομμάτων της αντιπολιτεύσεως συνηντήθησαν και αντήλλαξαν απόψεις επί της δημιουργηθείσης καταστάσεως. Κατά πληροφορίας, εξητάσθη το ενδεχόμενον κοινής δράσεως εις την Βουλήν. Αι συνομιλίαι θα συνεχισθούν και αύριον. [671, 19, 912, 50]
article-body-new-delhi: ΝΕΟΝ ΔΕΛΧΙ, 27. (Άσο. Πρές) — Αι ινδικαί αρχαί ανεκοίνωσαν ότι ο πλους εις τα χωρικά ύδατα διεξάγεται κανονικώς και ότι ουδέν έκτακτον συνέβη κατά τας τελευταίας ημέρας. Εν τω μεταξύ, η κυβέρνησις του Νέου Δελχί εξέφρασε την ανησυχίαν της δια την έντασιν εις την Άπω Ανατολήν και εκάλεσε τα ενδιαφερόμενα μέρη να επιδείξουν αυτοσυγκράτησιν. [1319, 96, 1570, 128]
article-body-desalination: ΣΑΝ ΝΤΙΕΓΚΟ, (Καλιφορνία), 27. (Άσο. Πρές) — Αμερικανός μηχανικός ανεκοίνωσεν ότι κατώρθωσε να μετατρέψη θαλάσσιον ύδωρ εις πόσιμον, χρησιμοποιών αποκλειστικώς την ηλιακήν ενέργειαν. Η συσκευή, η οποία κατεσκευάσθη εις το εργαστήριόν του, παράγει 110 γαλόνια ποσίμου ύδατος ημερησίως. Το κόστος κατασκευής ανέρχεται εις 2.000 δολλάρια. Ο εφευρέτης δηλώνει ότι η μέθοδος δύναται να εφαρμοσθή εις ξηράς περιοχάς. Αι αρμόδιαι υπηρεσίαι εξετάζουν το ενδεχόμενον χρηματοδοτήσεως περαιτέρω ερευνών. [671, 316, 912, 364]
subhead-amendment: ΜΙΑ ΤΡΟΠΟΛΟΓΙΑ [166, 898, 240, 907]
continuation-marker-norstad [931, 615, 1301, 633]
article-body-un-purpose: Κατά τους κύκλους των Ηνωμένων Εθνών, ο κύριος σκοπός της πρωτοβουλίας είναι η αποφυγή της επεκτάσεως της κρίσεως. Αι μεγάλαι δυνάμεις συμφωνούν ότι πρέπει να αποτραπή πάσα ενέργεια η οποία θα ηδύνατο να οδηγήση εις ευρυτέραν σύρραξιν. Η Γενική Συνέλευσις θα ασχοληθή με το θέμα κατά την προσεχή σύνοδον. [1319, 145, 1570, 175]
article-body-tax: Η Βουλή συνεζήτησε το νομοσχέδιον περί τροποποιήσεως της φορολογίας εισοδήματος και το έκαμε δεκτόν κατ’ αρχήν. Κατά την συζήτησιν έλαβον τον λόγον βουλευταί της αντιπολιτεύσεως, οίτινες υπεστήριξαν ότι τα προτεινόμενα μέτρα επιβαρύνουν τα μεσαία εισοδήματα. Ο υπουργός των Οικονομικών απήντησεν ότι αι νέαι διατάξεις αποσκοπούν εις την δικαιοτέραν κατανομήν των βαρών και εις την απλοποίησιν του φορολογικού συστήματος. Αι εκπτώσεις δια τα τέκνα αυξάνονται, ενώ ο συντελεστής δια τα υψηλά εισοδήματα ανέρχεται εις 60%. Προβλέπεται επίσης αφορολόγητον ποσόν δια τους μισθωτούς και συνταξιούχους. Η συζήτησις επί των άρθρων θα αρχίση την προσεχή εβδομάδα. [14, 797, 392, 837]
